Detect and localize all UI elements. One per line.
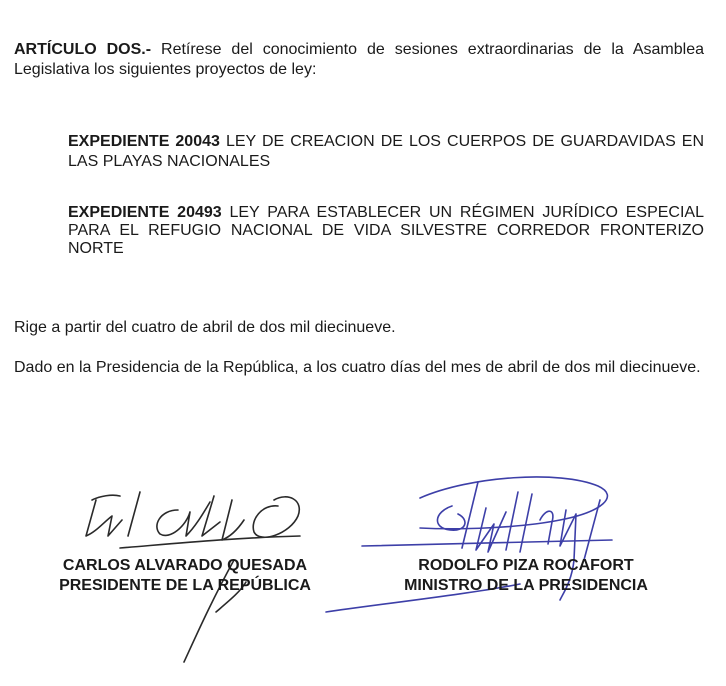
signatory-name: RODOLFO PIZA ROCAFORT (418, 557, 634, 574)
signatory-title: PRESIDENTE DE LA REPÚBLICA (59, 577, 311, 594)
given-at-text: Dado en la Presidencia de la República, a los cuatro días del mes de abril de dos mil diecinueve. (14, 359, 701, 376)
expediente-item (68, 132, 704, 172)
expediente-label: EXPEDIENTE 20043 (68, 133, 220, 150)
article-heading: ARTÍCULO DOS.- (14, 41, 152, 58)
article-two-paragraph (14, 40, 704, 80)
effective-date-text: Rige a partir del cuatro de abril de dos mil diecinueve. (14, 319, 396, 336)
expediente-text: LEY DE CREACION DE LOS CUERPOS DE GUARDAVIDAS EN LAS PLAYAS NACIONALES (68, 133, 705, 170)
minister-signature-block (386, 556, 666, 596)
article-text: Retírese del conocimiento de sesiones extraordinarias de la Asamblea Legislativa los siguientes proyectos de ley: (14, 41, 705, 78)
expediente-text: LEY PARA ESTABLECER UN RÉGIMEN JURÍDICO ESPECIAL PARA EL REFUGIO NACIONAL DE VIDA SILVESTRE CORREDOR FRONTERIZO NORTE (68, 204, 705, 257)
expediente-label: EXPEDIENTE 20493 (68, 204, 222, 221)
signatory-title: MINISTRO DE LA PRESIDENCIA (404, 577, 648, 594)
expediente-item (68, 204, 704, 258)
signatory-name: CARLOS ALVARADO QUESADA (62, 557, 308, 574)
president-signature-block (40, 556, 330, 596)
